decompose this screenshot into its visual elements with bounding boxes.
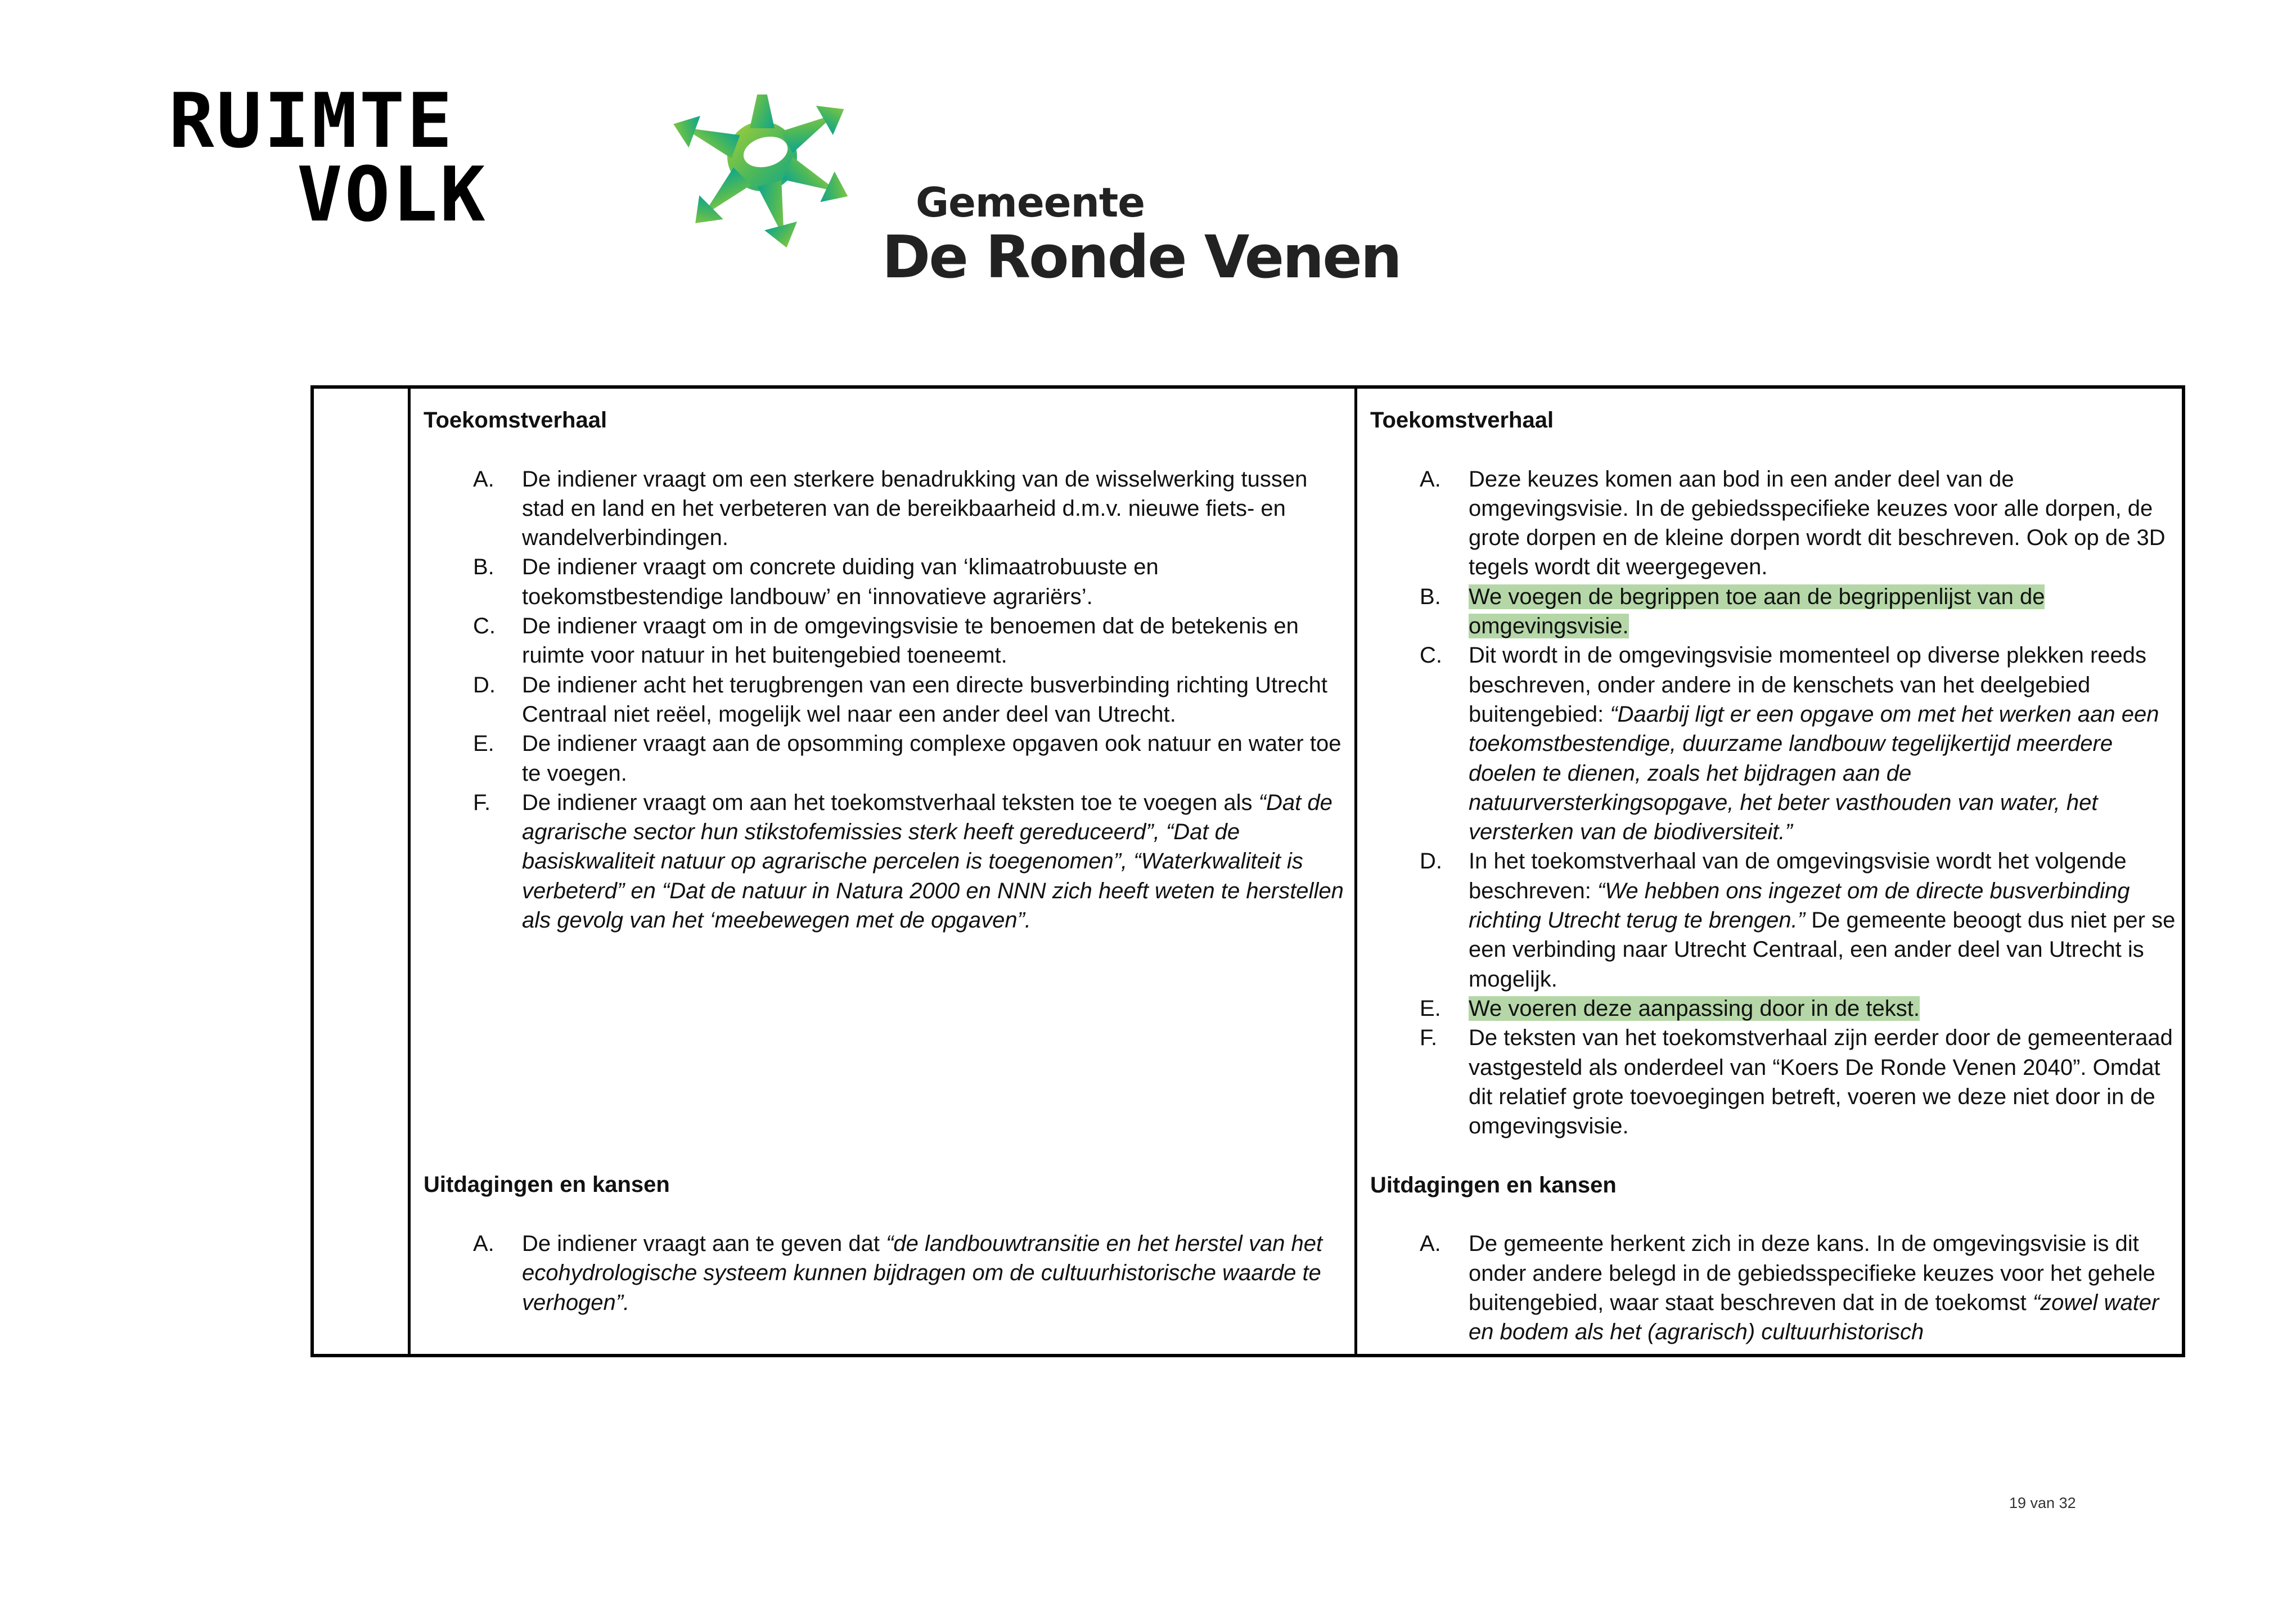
list-item [1370, 582, 2180, 641]
column-divider [1354, 389, 1357, 1354]
item-text: De indiener vraagt aan de opsomming complexe opgaven ook natuur en water toe te voegen. [522, 731, 1341, 786]
item-text: Dit wordt in de omgevingsvisie momenteel op diverse plekken reeds beschreven, onder andere in de kenschets van het deelgebied buitengebied: [1469, 643, 2147, 727]
list-item [1370, 1023, 2180, 1141]
list-marker: E. [1420, 996, 1441, 1021]
ruimtevolk-logo-line1: RUIMTE [169, 77, 455, 165]
item-text: De indiener acht het terugbrengen van een directe busverbinding richting Utrecht Centraal niet reëel, mogelijk wel naar een ander deel van Utrecht. [522, 672, 1327, 727]
list-item [424, 465, 1346, 553]
item-text: In het toekomstverhaal van de omgevingsvisie wordt het volgende beschreven: [1469, 849, 2127, 903]
item-text: De teksten van het toekomstverhaal zijn eerder door de gemeenteraad vastgesteld als onderdeel van “Koers De Ronde Venen 2040”. Omdat dit relatief grote toevoegingen betreft, voeren we deze niet door in de omgevingsvisie. [1469, 1025, 2173, 1139]
list-marker: F. [473, 790, 491, 815]
item-text: Deze keuzes komen aan bod in een ander deel van de omgevingsvisie. In de gebiedsspecifieke keuzes voor alle dorpen, de grote dorpen en de kleine dorpen wordt dit beschreven. Ook op de 3D tegels wordt dit weergegeven. [1469, 466, 2166, 580]
list-item [1370, 994, 2180, 1023]
gemeente-logo-text [882, 179, 1401, 291]
item-text: De gemeente beoogt dus niet per se een verbinding naar Utrecht Centraal, een ander deel van Utrecht is mogelijk. [1469, 908, 2176, 992]
quoted-text: “zowel water en bodem als het (agrarisch) cultuurhistorisch [1469, 1290, 2159, 1345]
list-marker: B. [1420, 584, 1441, 609]
ruimtevolk-logo-line2: VOLK [297, 151, 488, 239]
list-marker: E. [473, 731, 494, 757]
quoted-text: “Daarbij ligt er een opgave om met het werken aan een toekomstbestendige, duurzame landbouw tegelijkertijd meerdere doelen te dienen, zoals het bijdragen aan de natuurversterkingsopgave, het beter vasthouden van water, het versterken van de biodiversiteit.” [1469, 701, 2159, 845]
list-marker: A. [473, 466, 494, 492]
item-text: De indiener vraagt om aan het toekomstverhaal teksten toe te voegen als [522, 790, 1259, 815]
list-item [1370, 641, 2180, 847]
page-number: 19 van 32 [2009, 1495, 2076, 1511]
section-title: Uitdagingen en kansen [424, 1172, 670, 1198]
quoted-text: “We hebben ons ingezet om de directe busverbinding richting Utrecht terug te brengen.” [1469, 878, 2130, 933]
list-marker: A. [1420, 466, 1441, 492]
list-item [1370, 465, 2180, 582]
highlighted-text: We voegen de begrippen toe aan de begrippenlijst van de omgevingsvisie. [1469, 584, 2045, 639]
list-item [424, 788, 1346, 935]
list-marker: C. [1420, 643, 1442, 668]
item-text: De indiener vraagt om in de omgevingsvisie te benoemen dat de betekenis en ruimte voor natuur in het buitengebied toeneemt. [522, 614, 1299, 668]
column-divider [408, 389, 411, 1354]
list-item [424, 670, 1346, 730]
quoted-text: “Dat de agrarische sector hun stikstofemissies sterk heeft gereduceerd”, “Dat de basiskwaliteit natuur op agrarische percelen is toegenomen”, “Waterkwaliteit is verbeterd” en “Dat de natuur in Natura 2000 en NNN zich heeft weten te herstellen als gevolg van het ‘meebewegen met de opgaven”. [522, 790, 1344, 933]
list-marker: C. [473, 614, 496, 639]
quoted-text: “de landbouwtransitie en het herstel van het ecohydrologische systeem kunnen bijdragen om de cultuurhistorische waarde te verhogen”. [522, 1231, 1323, 1315]
de-ronde-venen-emblem-icon [652, 94, 889, 263]
list-marker: D. [473, 672, 496, 697]
item-text: De indiener vraagt om concrete duiding van ‘klimaatrobuuste en toekomstbestendige landbouw’ en ‘innovatieve agrariërs’. [522, 555, 1159, 609]
list-item [1370, 847, 2180, 993]
response-table [310, 385, 2185, 1357]
list-marker: B. [473, 555, 494, 580]
list-item [424, 552, 1346, 611]
item-text: De indiener vraagt om een sterkere benadrukking van de wisselwerking tussen stad en land en het verbeteren van de bereikbaarheid d.m.v. nieuwe fiets- en wandelverbindingen. [522, 466, 1308, 551]
list-item [1370, 1229, 2180, 1347]
section-title: Uitdagingen en kansen [1370, 1172, 1617, 1198]
item-text: De indiener vraagt aan te geven dat [522, 1231, 886, 1256]
response-list [1370, 1229, 2180, 1347]
ruimtevolk-logo [169, 77, 488, 239]
list-item [424, 1229, 1346, 1317]
gemeente-label: Gemeente [916, 179, 1145, 226]
submission-list [424, 1229, 1346, 1317]
list-marker: A. [473, 1231, 494, 1256]
submission-cell [424, 389, 1346, 1354]
response-cell [1370, 389, 2180, 1354]
section-title: Toekomstverhaal [1370, 408, 1554, 433]
submission-list [424, 465, 1346, 935]
section-title: Toekomstverhaal [424, 408, 607, 433]
response-list [1370, 465, 2180, 1141]
list-marker: F. [1420, 1025, 1438, 1051]
gemeente-name: De Ronde Venen [882, 223, 1401, 291]
list-item [424, 729, 1346, 788]
list-marker: A. [1420, 1231, 1441, 1257]
item-text: De gemeente herkent zich in deze kans. In de omgevingsvisie is dit onder andere belegd in de gebiedsspecifieke keuzes voor het gehele buitengebied, waar staat beschreven dat in de toekomst [1469, 1231, 2155, 1315]
list-marker: D. [1420, 849, 1442, 874]
list-item [424, 611, 1346, 670]
highlighted-text: We voeren deze aanpassing door in de tekst. [1469, 996, 1920, 1021]
